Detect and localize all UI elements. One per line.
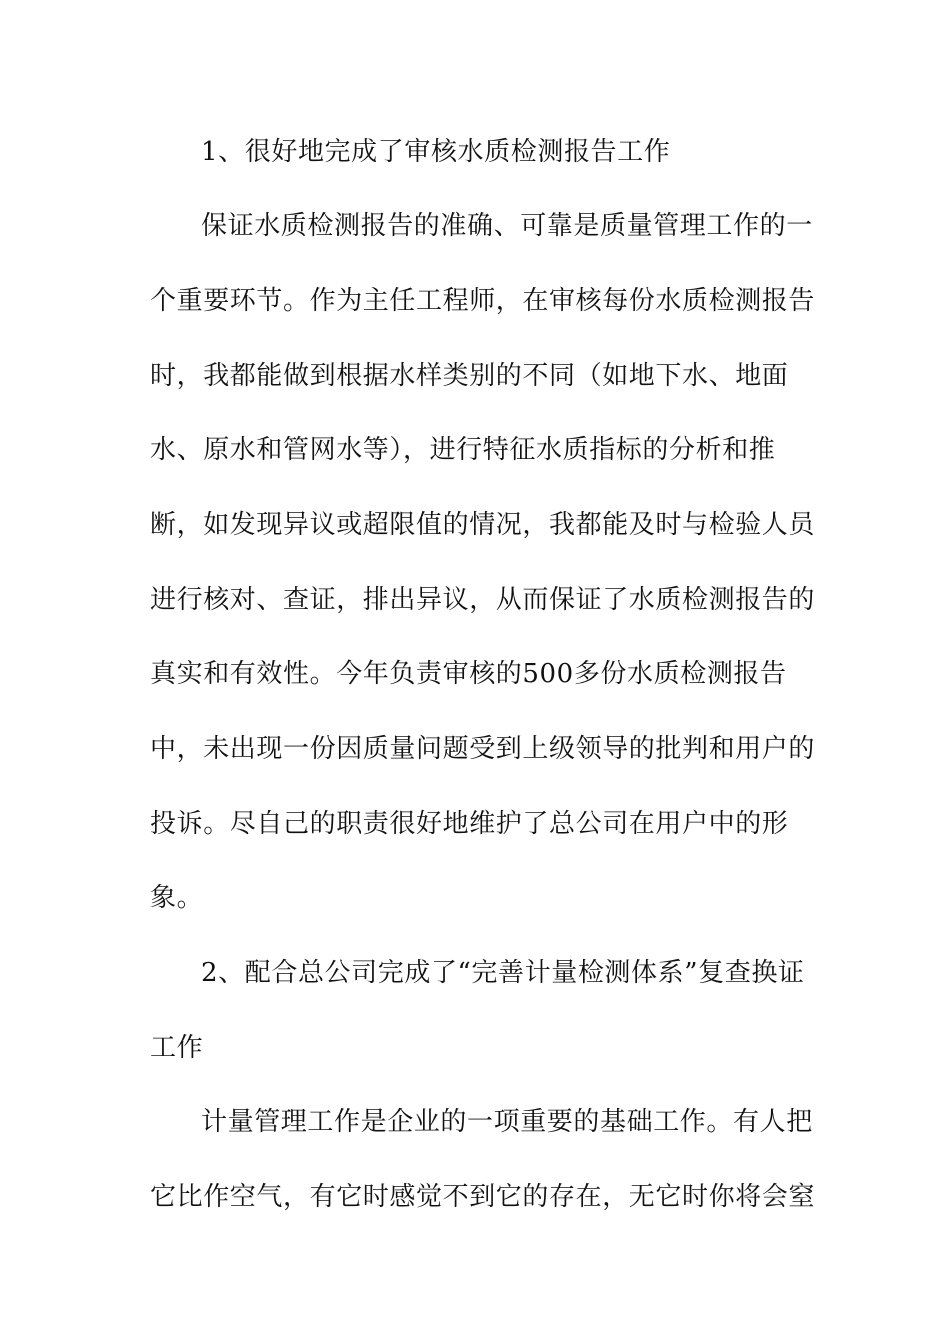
heading-1: 1、很好地完成了审核水质检测报告工作 [201,137,671,167]
paragraph-line: 保证水质检测报告的准确、可靠是质量管理工作的一 [201,211,813,241]
heading-2-continuation: 工作 [150,1033,204,1063]
paragraph-line: 个重要环节。作为主任工程师，在审核每份水质检测报告 [150,286,816,316]
paragraph-line: 真实和有效性。今年负责审核的500多份水质检测报告 [150,659,787,689]
paragraph-line: 计量管理工作是企业的一项重要的基础工作。有人把 [201,1107,813,1137]
paragraph-line: 水、原水和管网水等），进行特征水质指标的分析和推 [150,435,776,465]
paragraph-line: 它比作空气，有它时感觉不到它的存在，无它时你将会窒 [150,1182,816,1212]
paragraph-line: 投诉。尽自己的职责很好地维护了总公司在用户中的形 [150,809,789,839]
paragraph-line: 象。 [150,883,204,913]
heading-2: 2、配合总公司完成了“完善计量检测体系”复查换证 [201,958,805,988]
paragraph-line: 中，未出现一份因质量问题受到上级领导的批判和用户的 [150,734,816,764]
paragraph-line: 时，我都能做到根据水样类别的不同（如地下水、地面 [150,361,789,391]
paragraph-line: 断，如发现异议或超限值的情况，我都能及时与检验人员 [150,510,816,540]
paragraph-line: 进行核对、查证，排出异议，从而保证了水质检测报告的 [150,585,816,615]
